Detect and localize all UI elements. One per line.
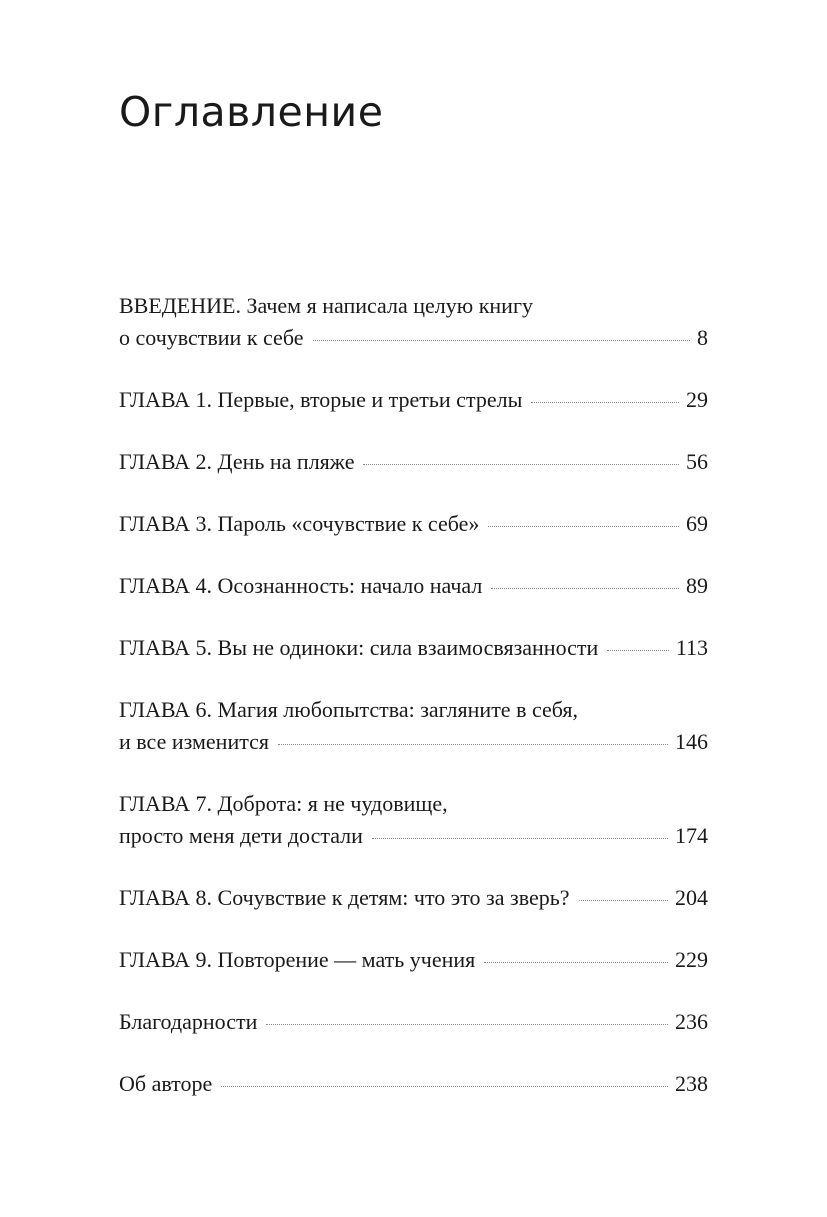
toc-line bbox=[119, 694, 708, 726]
toc-entry-title: ГЛАВА 8. Сочувствие к детям: что это за зверь? bbox=[119, 885, 570, 910]
toc-page-number: 174 bbox=[675, 823, 708, 848]
dot-leader bbox=[607, 650, 669, 651]
toc-page-number: 89 bbox=[686, 573, 708, 598]
page-title: Оглавление bbox=[119, 88, 384, 136]
toc-entry-chapter-8[interactable] bbox=[119, 882, 708, 914]
toc-entry-title: Об авторе bbox=[119, 1071, 213, 1096]
dot-leader bbox=[278, 744, 668, 745]
toc-entry-title: ГЛАВА 7. Доброта: я не чудовище, bbox=[119, 791, 448, 816]
dot-leader bbox=[491, 588, 679, 589]
toc-entry-chapter-7[interactable] bbox=[119, 788, 708, 852]
toc-entry-chapter-9[interactable] bbox=[119, 944, 708, 976]
table-of-contents bbox=[119, 290, 708, 1100]
toc-line bbox=[119, 882, 708, 914]
toc-entry-about-author[interactable] bbox=[119, 1068, 708, 1100]
toc-entry-title-continued: о сочувствии к себе bbox=[119, 325, 304, 350]
toc-line bbox=[119, 384, 708, 416]
toc-entry-title: ГЛАВА 3. Пароль «сочувствие к себе» bbox=[119, 511, 480, 536]
dot-leader bbox=[372, 838, 668, 839]
dot-leader bbox=[579, 900, 668, 901]
toc-line bbox=[119, 726, 708, 758]
dot-leader bbox=[221, 1086, 668, 1087]
toc-line bbox=[119, 820, 708, 852]
toc-page-number: 236 bbox=[675, 1009, 708, 1034]
toc-page-number: 146 bbox=[675, 729, 708, 754]
toc-line bbox=[119, 944, 708, 976]
dot-leader bbox=[363, 464, 679, 465]
toc-page-number: 113 bbox=[675, 635, 708, 660]
toc-entry-title: ВВЕДЕНИЕ. Зачем я написала целую книгу bbox=[119, 293, 533, 318]
dot-leader bbox=[531, 402, 679, 403]
dot-leader bbox=[313, 340, 691, 341]
toc-entry-title: ГЛАВА 9. Повторение — мать учения bbox=[119, 947, 476, 972]
dot-leader bbox=[266, 1024, 668, 1025]
toc-line bbox=[119, 788, 708, 820]
toc-page-number: 56 bbox=[686, 449, 708, 474]
toc-entry-title: ГЛАВА 2. День на пляже bbox=[119, 449, 355, 474]
toc-entry-introduction[interactable] bbox=[119, 290, 708, 354]
toc-entry-chapter-3[interactable] bbox=[119, 508, 708, 540]
toc-entry-title-continued: и все изменится bbox=[119, 729, 269, 754]
toc-line bbox=[119, 1068, 708, 1100]
toc-line bbox=[119, 1006, 708, 1038]
toc-page-number: 238 bbox=[675, 1071, 708, 1096]
toc-line bbox=[119, 632, 708, 664]
toc-line bbox=[119, 322, 708, 354]
toc-entry-chapter-1[interactable] bbox=[119, 384, 708, 416]
toc-entry-title: ГЛАВА 5. Вы не одиноки: сила взаимосвязанности bbox=[119, 635, 599, 660]
toc-line bbox=[119, 570, 708, 602]
toc-line bbox=[119, 508, 708, 540]
toc-page-number: 229 bbox=[675, 947, 708, 972]
toc-page-number: 69 bbox=[686, 511, 708, 536]
toc-entry-title: ГЛАВА 1. Первые, вторые и третьи стрелы bbox=[119, 387, 523, 412]
toc-line bbox=[119, 446, 708, 478]
toc-entry-title: ГЛАВА 6. Магия любопытства: загляните в себя, bbox=[119, 697, 579, 722]
toc-page-number: 204 bbox=[675, 885, 708, 910]
toc-entry-chapter-5[interactable] bbox=[119, 632, 708, 664]
toc-entry-title-continued: просто меня дети достали bbox=[119, 823, 363, 848]
toc-entry-chapter-6[interactable] bbox=[119, 694, 708, 758]
toc-entry-chapter-2[interactable] bbox=[119, 446, 708, 478]
toc-entry-acknowledgements[interactable] bbox=[119, 1006, 708, 1038]
toc-entry-title: ГЛАВА 4. Осознанность: начало начал bbox=[119, 573, 483, 598]
toc-entry-chapter-4[interactable] bbox=[119, 570, 708, 602]
dot-leader bbox=[488, 526, 679, 527]
toc-page-number: 29 bbox=[686, 387, 708, 412]
dot-leader bbox=[484, 962, 668, 963]
toc-entry-title: Благодарности bbox=[119, 1009, 258, 1034]
toc-page-number: 8 bbox=[697, 325, 708, 350]
toc-line bbox=[119, 290, 708, 322]
